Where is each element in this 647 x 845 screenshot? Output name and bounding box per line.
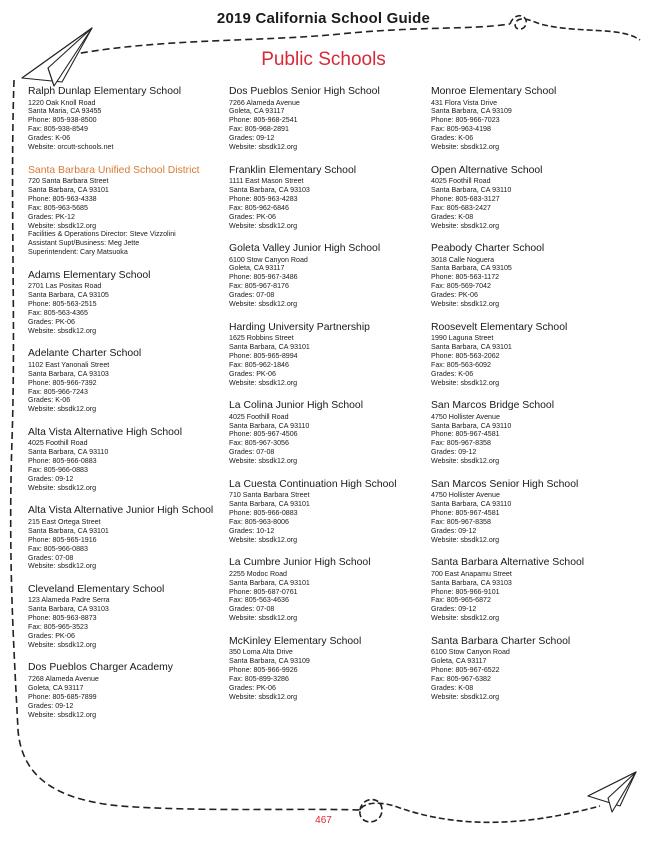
school-name: Ralph Dunlap Elementary School — [28, 86, 182, 97]
school-detail-line: Phone: 805-966-0883 — [229, 508, 298, 517]
school-detail-line: Santa Barbara, CA 93101 — [229, 500, 310, 509]
school-detail-line: Website: sbsdk12.org — [431, 614, 500, 623]
school-detail-line: 4025 Foothill Road — [431, 177, 491, 186]
school-detail-line: Website: sbsdk12.org — [28, 710, 97, 719]
school-detail-line: Phone: 805-963-8873 — [28, 614, 97, 623]
school-detail-line: 1990 Laguna Street — [431, 334, 494, 343]
school-detail-line: Fax: 805-967-3056 — [229, 439, 289, 448]
school-detail-line: Website: sbsdk12.org — [229, 300, 298, 309]
school-detail-line: Website: sbsdk12.org — [431, 457, 500, 466]
school-detail-line: Fax: 805-563-4636 — [229, 596, 289, 605]
school-name: La Cuesta Continuation High School — [229, 478, 397, 490]
school-detail-line: Santa Maria, CA 93455 — [28, 107, 102, 116]
school-detail-line: 1111 East Mason Street — [229, 177, 304, 186]
school-entry — [28, 348, 216, 414]
school-detail-line: Phone: 805-683-3127 — [431, 194, 500, 203]
school-detail-line: Fax: 805-962-1846 — [229, 360, 289, 369]
school-detail-line: Website: sbsdk12.org — [431, 221, 500, 230]
school-detail-line: Grades: 09-12 — [229, 134, 275, 143]
school-detail-line: Phone: 805-563-2062 — [431, 351, 500, 360]
school-detail-line: Santa Barbara, CA 93101 — [229, 343, 310, 351]
district-name: Santa Barbara Unified School District — [28, 164, 200, 176]
school-name: La Colina Junior High School — [229, 400, 364, 412]
school-detail-line: Phone: 805-967-4581 — [431, 508, 500, 517]
school-name: Adams Elementary School — [28, 269, 151, 281]
school-detail-line: Phone: 805-687-0761 — [229, 587, 298, 596]
school-detail-line: Fax: 805-966-0883 — [28, 544, 88, 553]
school-detail-line: Grades: 09-12 — [431, 526, 477, 535]
section-title: Public Schools — [261, 49, 386, 70]
school-detail-line: Website: sbsdk12.org — [229, 614, 298, 623]
school-detail-line: 7268 Alameda Avenue — [28, 674, 99, 683]
school-detail-line: Fax: 805-968-2891 — [229, 125, 289, 134]
school-column-3 — [431, 86, 619, 714]
school-detail-line: Phone: 805-966-7023 — [431, 116, 500, 125]
school-detail-line: Fax: 805-569-7042 — [431, 282, 491, 291]
school-entry — [28, 165, 216, 258]
school-detail-line: Grades: 09-12 — [431, 605, 477, 614]
school-detail-line: Goleta, CA 93117 — [28, 683, 84, 692]
school-detail-line: Phone: 805-965-8994 — [229, 351, 298, 360]
school-column-2 — [229, 86, 417, 714]
school-detail-line: Grades: 09-12 — [28, 474, 74, 483]
school-detail-line: Superintendent: Cary Matsuoka — [28, 248, 128, 257]
school-detail-line: Phone: 805-938-8500 — [28, 116, 97, 125]
school-entry — [431, 243, 619, 309]
school-detail-line: 710 Santa Barbara Street — [229, 491, 310, 500]
school-detail-line: Santa Barbara, CA 93110 — [431, 185, 512, 194]
school-detail-line: 7266 Alameda Avenue — [229, 98, 300, 107]
school-name: McKinley Elementary School — [229, 635, 362, 647]
school-entry — [229, 243, 417, 309]
school-name: Dos Pueblos Charger Academy — [28, 662, 173, 674]
school-detail-line: Goleta, CA 93117 — [229, 107, 285, 116]
school-detail-line: Fax: 805-899-3286 — [229, 674, 289, 683]
school-detail-line: Phone: 805-563-1172 — [431, 273, 500, 282]
school-detail-line: 4750 Hollister Avenue — [431, 491, 500, 500]
school-detail-line: Phone: 805-685-7899 — [28, 692, 97, 701]
school-detail-line: Fax: 805-563-6092 — [431, 360, 491, 369]
school-detail-line: Website: sbsdk12.org — [229, 378, 298, 387]
school-entry — [28, 270, 216, 336]
school-detail-line: Fax: 805-966-7243 — [28, 387, 88, 396]
school-detail-line: Website: sbsdk12.org — [28, 640, 97, 649]
school-detail-line: Grades: 07-08 — [229, 291, 275, 300]
paper-plane-icon — [588, 772, 636, 812]
school-detail-line: 2255 Modoc Road — [229, 569, 287, 578]
school-entry — [28, 662, 216, 719]
school-detail-line: Phone: 805-963-4283 — [229, 194, 298, 203]
school-detail-line: Santa Barbara, CA 93110 — [28, 448, 109, 457]
school-detail-line: Phone: 805-967-4581 — [431, 430, 500, 439]
school-name: Open Alternative School — [431, 164, 543, 176]
school-name: Monroe Elementary School — [431, 86, 557, 97]
school-detail-line: Phone: 805-967-4506 — [229, 430, 298, 439]
school-name: Dos Pueblos Senior High School — [229, 86, 380, 97]
school-detail-line: Fax: 805-967-8176 — [229, 282, 289, 291]
school-entry — [28, 427, 216, 493]
school-detail-line: Santa Barbara, CA 93110 — [431, 500, 512, 509]
school-detail-line: Fax: 805-966-0883 — [28, 466, 88, 475]
school-detail-line: Facilities & Operations Director: Steve Vizzolini — [28, 230, 176, 239]
school-detail-line: 2701 Las Positas Road — [28, 282, 102, 291]
school-name: Roosevelt Elementary School — [431, 321, 568, 333]
school-detail-line: Fax: 805-962-6846 — [229, 203, 289, 212]
school-detail-line: 3018 Calle Noguera — [431, 255, 495, 264]
school-entry — [28, 584, 216, 650]
document-title: 2019 California School Guide — [216, 10, 431, 27]
school-detail-line: Grades: PK-06 — [431, 291, 478, 300]
school-detail-line: Phone: 805-966-7392 — [28, 378, 97, 387]
school-detail-line: Santa Barbara, CA 93105 — [431, 264, 512, 273]
school-name: Goleta Valley Junior High School — [229, 243, 381, 255]
school-detail-line: 6100 Stow Canyon Road — [431, 648, 510, 657]
school-detail-line: Santa Barbara, CA 93109 — [229, 657, 310, 666]
school-detail-line: 4025 Foothill Road — [229, 412, 289, 421]
school-detail-line: Website: sbsdk12.org — [229, 143, 298, 152]
school-detail-line: 1625 Robbins Street — [229, 334, 294, 343]
school-name: Cleveland Elementary School — [28, 583, 165, 595]
school-detail-line: Santa Barbara, CA 93101 — [229, 578, 310, 587]
school-detail-line: Website: sbsdk12.org — [28, 405, 97, 414]
school-detail-line: Santa Barbara, CA 93103 — [28, 605, 109, 614]
school-detail-line: Grades: K-06 — [28, 396, 71, 405]
school-detail-line: Website: sbsdk12.org — [431, 300, 500, 309]
school-name: Santa Barbara Charter School — [431, 635, 571, 647]
school-detail-line: Fax: 805-963-5685 — [28, 203, 88, 212]
school-entry — [229, 400, 417, 466]
school-detail-line: Santa Barbara, CA 93101 — [28, 526, 109, 535]
school-detail-line: Grades: PK-06 — [28, 317, 75, 326]
school-name: San Marcos Bridge School — [431, 400, 555, 412]
page-number: 467 — [315, 815, 332, 826]
school-detail-line: Santa Barbara, CA 93110 — [431, 421, 512, 430]
school-detail-line: Grades: PK-06 — [229, 683, 276, 692]
school-detail-line: Phone: 805-963-4338 — [28, 194, 97, 203]
school-detail-line: 720 Santa Barbara Street — [28, 177, 109, 186]
school-entry — [229, 165, 417, 231]
school-entry — [431, 636, 619, 702]
school-entry — [229, 86, 417, 152]
school-detail-line: 4750 Hollister Avenue — [431, 412, 500, 421]
school-detail-line: Fax: 805-967-8358 — [431, 439, 491, 448]
school-name: Alta Vista Alternative High School — [28, 426, 183, 438]
school-name: Alta Vista Alternative Junior High School — [28, 505, 214, 517]
school-name: Franklin Elementary School — [229, 164, 357, 176]
school-detail-line: 431 Flora Vista Drive — [431, 98, 498, 107]
school-detail-line: Fax: 805-967-8358 — [431, 517, 491, 526]
school-detail-line: Phone: 805-563-2515 — [28, 300, 97, 309]
school-detail-line: Website: sbsdk12.org — [431, 692, 500, 701]
school-detail-line: Website: sbsdk12.org — [431, 535, 500, 544]
school-detail-line: 700 East Anapamu Street — [431, 569, 512, 578]
school-entry — [431, 479, 619, 545]
school-detail-line: Fax: 805-967-6382 — [431, 674, 491, 683]
school-detail-line: Grades: K-08 — [431, 683, 474, 692]
school-entry — [431, 322, 619, 388]
school-detail-line: Fax: 805-965-6872 — [431, 596, 491, 605]
school-name: Peabody Charter School — [431, 243, 545, 255]
school-entry — [28, 86, 216, 152]
school-detail-line: Grades: PK-06 — [28, 632, 75, 641]
school-detail-line: Grades: K-06 — [431, 134, 474, 143]
school-detail-line: Phone: 805-966-9101 — [431, 587, 500, 596]
school-detail-line: Fax: 805-965-3523 — [28, 623, 88, 632]
school-detail-line: Website: sbsdk12.org — [431, 378, 500, 387]
school-detail-line: Website: orcutt-schools.net — [28, 143, 114, 152]
school-detail-line: Goleta, CA 93117 — [229, 264, 285, 273]
school-detail-line: Grades: PK-06 — [229, 212, 276, 221]
school-detail-line: Goleta, CA 93117 — [431, 657, 487, 666]
school-detail-line: Santa Barbara, CA 93103 — [28, 369, 109, 378]
school-detail-line: Website: sbsdk12.org — [229, 221, 298, 230]
school-detail-line: Santa Barbara, CA 93110 — [229, 421, 310, 430]
school-entry — [28, 505, 216, 571]
school-detail-line: Santa Barbara, CA 93105 — [28, 291, 109, 300]
school-detail-line: Grades: 07-08 — [229, 605, 275, 614]
school-detail-line: Santa Barbara, CA 93103 — [431, 578, 512, 587]
school-entry — [431, 400, 619, 466]
school-detail-line: Grades: 07-08 — [229, 448, 275, 457]
school-detail-line: Grades: 09-12 — [28, 701, 74, 710]
school-detail-line: Website: sbsdk12.org — [229, 535, 298, 544]
school-entry — [431, 557, 619, 623]
school-detail-line: Grades: PK-12 — [28, 212, 75, 221]
school-detail-line: Santa Barbara, CA 93101 — [28, 185, 109, 194]
school-detail-line: 123 Alameda Padre Serra — [28, 596, 110, 605]
school-detail-line: Fax: 805-963-8006 — [229, 517, 289, 526]
school-detail-line: Grades: K-08 — [431, 212, 474, 221]
school-detail-line: 350 Loma Alta Drive — [229, 648, 293, 657]
school-detail-line: Santa Barbara, CA 93103 — [229, 185, 310, 194]
school-detail-line: Website: sbsdk12.org — [229, 457, 298, 466]
school-column-1 — [28, 86, 216, 732]
school-detail-line: Santa Barbara, CA 93109 — [431, 107, 512, 116]
school-detail-line: Website: sbsdk12.org — [28, 326, 97, 335]
school-detail-line: Phone: 805-968-2541 — [229, 116, 298, 125]
school-detail-line: Website: sbsdk12.org — [28, 562, 97, 571]
school-detail-line: Fax: 805-563-4365 — [28, 309, 88, 317]
school-detail-line: Grades: 07-08 — [28, 553, 74, 562]
school-entry — [229, 557, 417, 623]
school-detail-line: Phone: 805-966-0883 — [28, 457, 97, 466]
school-detail-line: Grades: PK-06 — [229, 369, 276, 378]
school-detail-line: Phone: 805-967-6522 — [431, 666, 500, 675]
school-detail-line: Grades: 10-12 — [229, 526, 275, 535]
school-detail-line: Santa Barbara, CA 93101 — [431, 343, 512, 351]
school-entry — [431, 165, 619, 231]
school-detail-line: Fax: 805-938-8549 — [28, 125, 88, 134]
school-detail-line: 1102 East Yanonali Street — [28, 360, 110, 369]
school-name: Harding University Partnership — [229, 321, 370, 333]
school-name: Adelante Charter School — [28, 348, 142, 360]
school-detail-line: 215 East Ortega Street — [28, 517, 101, 526]
school-detail-line: Website: sbsdk12.org — [431, 143, 500, 152]
school-detail-line: Website: sbsdk12.org — [28, 483, 97, 492]
school-detail-line: Website: sbsdk12.org — [28, 221, 97, 230]
school-detail-line: Phone: 805-965-1916 — [28, 535, 97, 544]
school-detail-line: 4025 Foothill Road — [28, 439, 88, 448]
school-detail-line: Phone: 805-966-9926 — [229, 666, 298, 675]
school-entry — [431, 86, 619, 152]
school-entry — [229, 636, 417, 702]
school-detail-line: 1220 Oak Knoll Road — [28, 98, 96, 107]
school-detail-line: Grades: 09-12 — [431, 448, 477, 457]
school-name: Santa Barbara Alternative School — [431, 557, 585, 569]
school-detail-line: Grades: K-06 — [431, 369, 474, 378]
school-detail-line: 6100 Stow Canyon Road — [229, 255, 308, 264]
school-name: La Cumbre Junior High School — [229, 557, 371, 569]
school-entry — [229, 322, 417, 388]
school-detail-line: Phone: 805-967-3486 — [229, 273, 298, 282]
school-detail-line: Fax: 805-683-2427 — [431, 203, 491, 212]
school-detail-line: Website: sbsdk12.org — [229, 692, 298, 701]
school-detail-line: Fax: 805-963-4198 — [431, 125, 491, 134]
school-entry — [229, 479, 417, 545]
school-name: San Marcos Senior High School — [431, 478, 579, 490]
school-detail-line: Assistant Supt/Business: Meg Jette — [28, 239, 140, 248]
school-detail-line: Grades: K-06 — [28, 134, 71, 143]
